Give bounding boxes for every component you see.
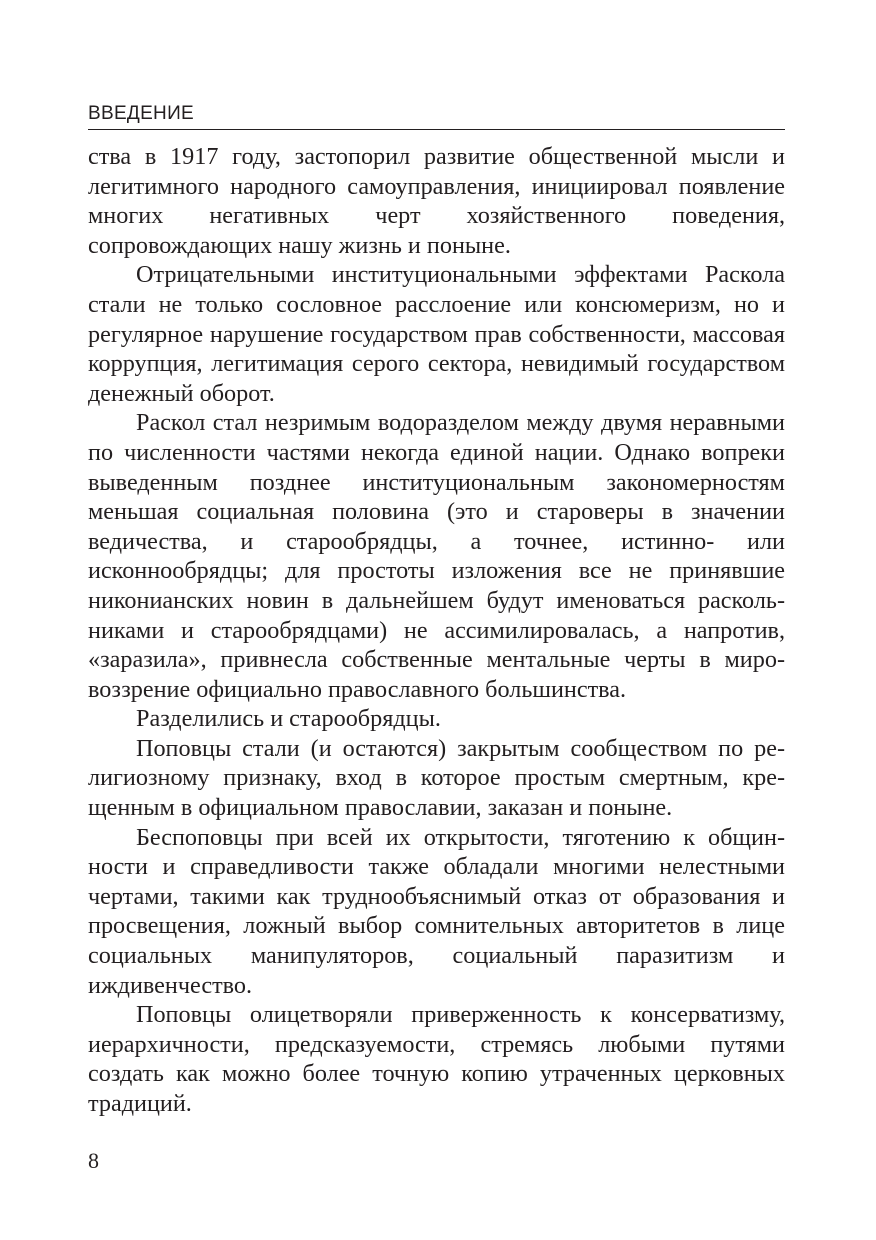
paragraph-6: Беспоповцы при всей их открытости, тяготению к общинности и справедливости также обладали многими нелестными чертами, такими как труднообъяснимый отказ от образования и просвещения, ложный выбор сомнительных авторитетов в лице социальных манипуляторов, социальный паразитизм и иждивенчество.	[88, 823, 785, 999]
paragraph-1: ства в 1917 году, застопорил развитие общественной мысли и легитимного народного самоуправления, инициировал появление многих негативных черт хозяйственного поведения, сопровождающих нашу жизнь и поныне.	[88, 143, 785, 259]
paragraph-3: Раскол стал незримым водоразделом между двумя неравными по численности частями некогда единой нации. Однако вопреки выведенным позднее институциональным закономерностям меньшая социальная половина (это и староверы в значении ведичества, и старообрядцы, а точнее, истинно- или исконнообрядцы; для простоты изложения все не принявшие никонианских новин в дальнейшем будут именоваться раскольниками и старообрядцами) не ассимилировалась, а напротив, «заразила», привнесла собственные ментальные черты в мировоззрение официально православного большинства.	[88, 409, 785, 703]
running-head: ВВЕДЕНИЕ	[88, 103, 195, 124]
header-rule	[88, 129, 785, 130]
paragraph-2: Отрицательными институциональными эффектами Раскола стали не только сословное расслоение или консюмеризм, но и регулярное нарушение государством прав собственности, массовая коррупция, легитимация серого сектора, невидимый государством денежный оборот.	[88, 261, 785, 407]
page-number: 8	[88, 1148, 99, 1173]
paragraph-5: Поповцы стали (и остаются) закрытым сообществом по религиозному признаку, вход в которое простым смертным, крещенным в официальном православии, заказан и поныне.	[88, 734, 785, 822]
body-text	[88, 142, 785, 1119]
paragraph-7: Поповцы олицетворяли приверженность к консерватизму, иерархичности, предсказуемости, стремясь любыми путями создать как можно более точную копию утраченных церковных традиций.	[88, 1001, 785, 1117]
paragraph-4: Разделились и старообрядцы.	[136, 705, 441, 733]
